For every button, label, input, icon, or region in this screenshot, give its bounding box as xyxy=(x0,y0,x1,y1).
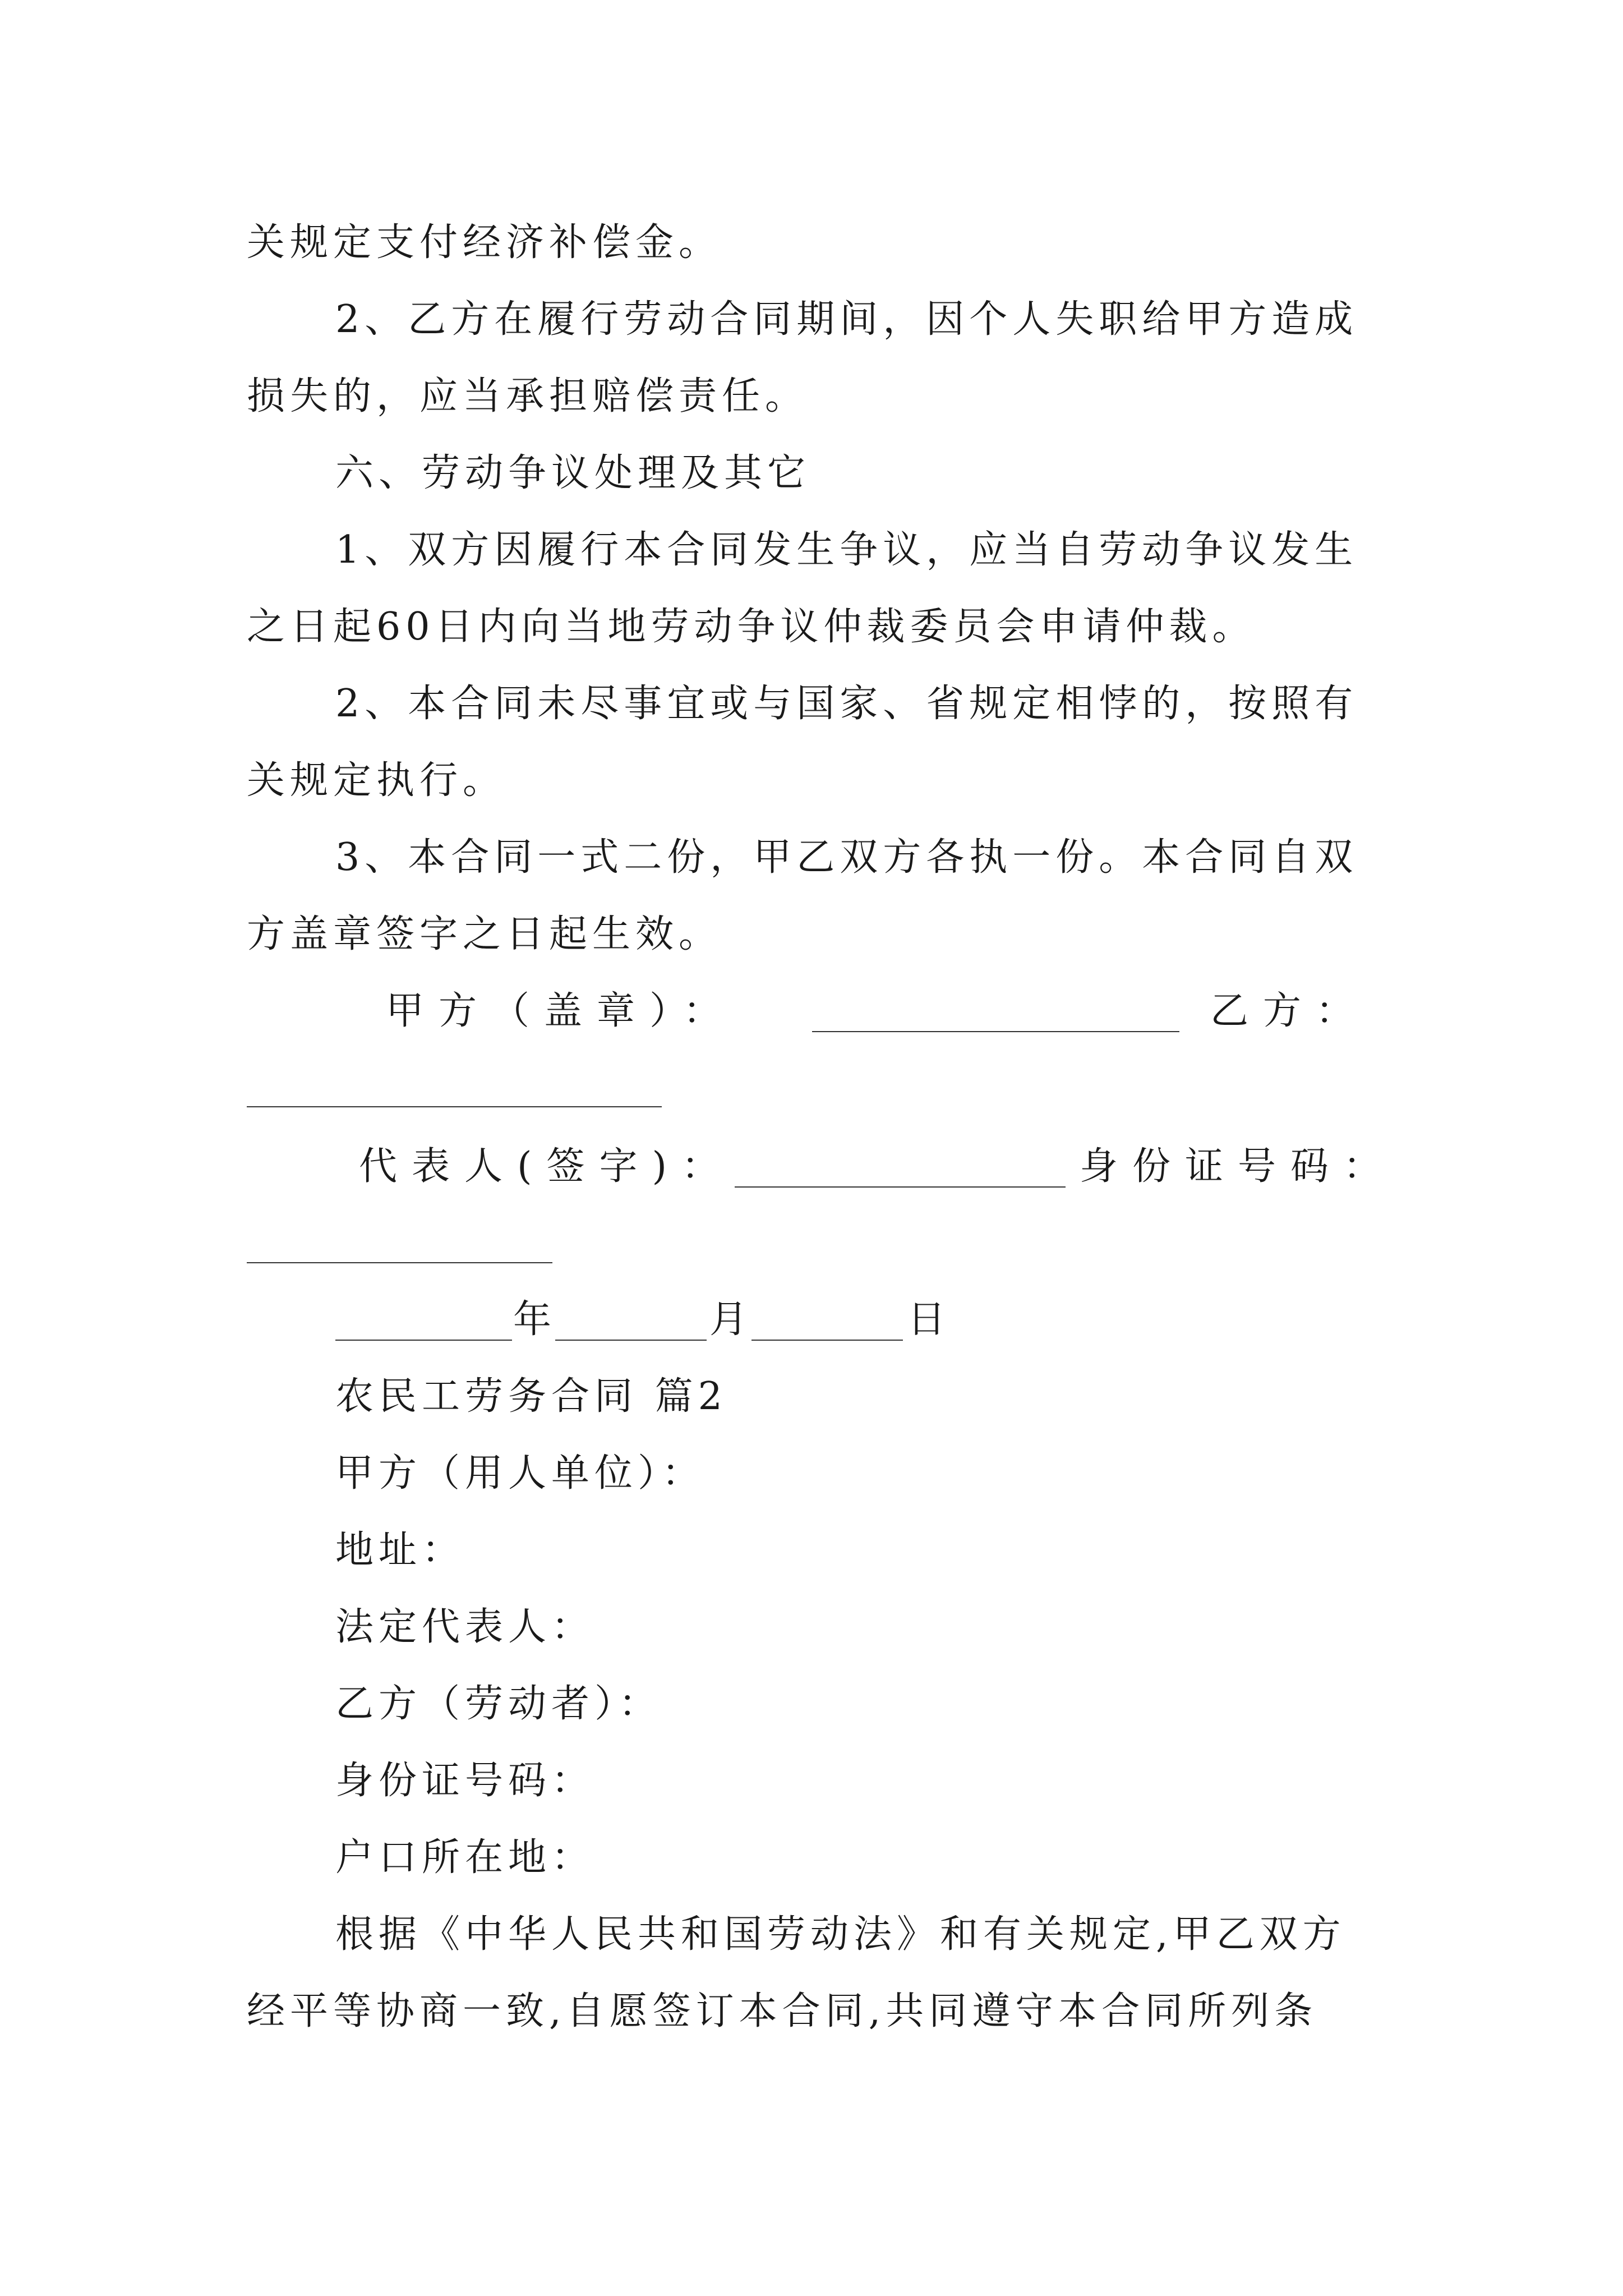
paragraph-line: 损失的，应当承担赔偿责任。 xyxy=(247,374,809,418)
address-field: 地址： xyxy=(335,1528,465,1572)
party-a-seal-label: 甲方（盖章）： xyxy=(386,989,736,1033)
year-blank xyxy=(335,1340,512,1341)
household-registration-field: 户口所在地： xyxy=(335,1835,595,1880)
paragraph-line: 关规定执行。 xyxy=(247,758,506,803)
section-heading: 六、劳动争议处理及其它 xyxy=(335,451,811,495)
paragraph-line: 2、乙方在履行劳动合同期间，因个人失职给甲方造成 xyxy=(335,297,1358,342)
party-a-signature-line xyxy=(812,1031,1179,1032)
paragraph-line: 关规定支付经济补偿金。 xyxy=(247,220,722,265)
representative-label: 代表人(签字)： xyxy=(359,1144,735,1189)
paragraph-line: 1、双方因履行本合同发生争议，应当自劳动争议发生 xyxy=(335,528,1358,572)
party-b-signature-line xyxy=(247,1106,662,1107)
representative-signature-line xyxy=(735,1186,1066,1188)
paragraph-line: 经平等协商一致,自愿签订本合同,共同遵守本合同所列条 xyxy=(247,1989,1318,2033)
paragraph-line: 2、本合同未尽事宜或与国家、省规定相悖的，按照有 xyxy=(335,682,1358,726)
party-b-field: 乙方（劳动者）： xyxy=(335,1682,662,1726)
id-number-label: 身份证号码： xyxy=(1080,1144,1396,1189)
id-number-field: 身份证号码： xyxy=(335,1759,595,1803)
paragraph-line: 3、本合同一式二份，甲乙双方各执一份。本合同自双 xyxy=(335,835,1358,880)
id-number-line xyxy=(247,1262,552,1263)
legal-representative-field: 法定代表人： xyxy=(335,1605,595,1649)
contract-title: 农民工劳务合同 篇2 xyxy=(335,1374,727,1419)
paragraph-line: 根据《中华人民共和国劳动法》和有关规定,甲乙双方 xyxy=(335,1912,1346,1957)
paragraph-line: 方盖章签字之日起生效。 xyxy=(247,912,722,956)
day-blank xyxy=(751,1340,903,1341)
party-a-field: 甲方（用人单位）： xyxy=(335,1451,706,1496)
year-label: 年 xyxy=(513,1297,557,1342)
day-label: 日 xyxy=(907,1297,951,1342)
paragraph-line: 之日起60日内向当地劳动争议仲裁委员会申请仲裁。 xyxy=(247,605,1256,649)
month-label: 月 xyxy=(709,1297,753,1342)
month-blank xyxy=(555,1340,707,1341)
party-b-label: 乙方： xyxy=(1210,989,1369,1033)
